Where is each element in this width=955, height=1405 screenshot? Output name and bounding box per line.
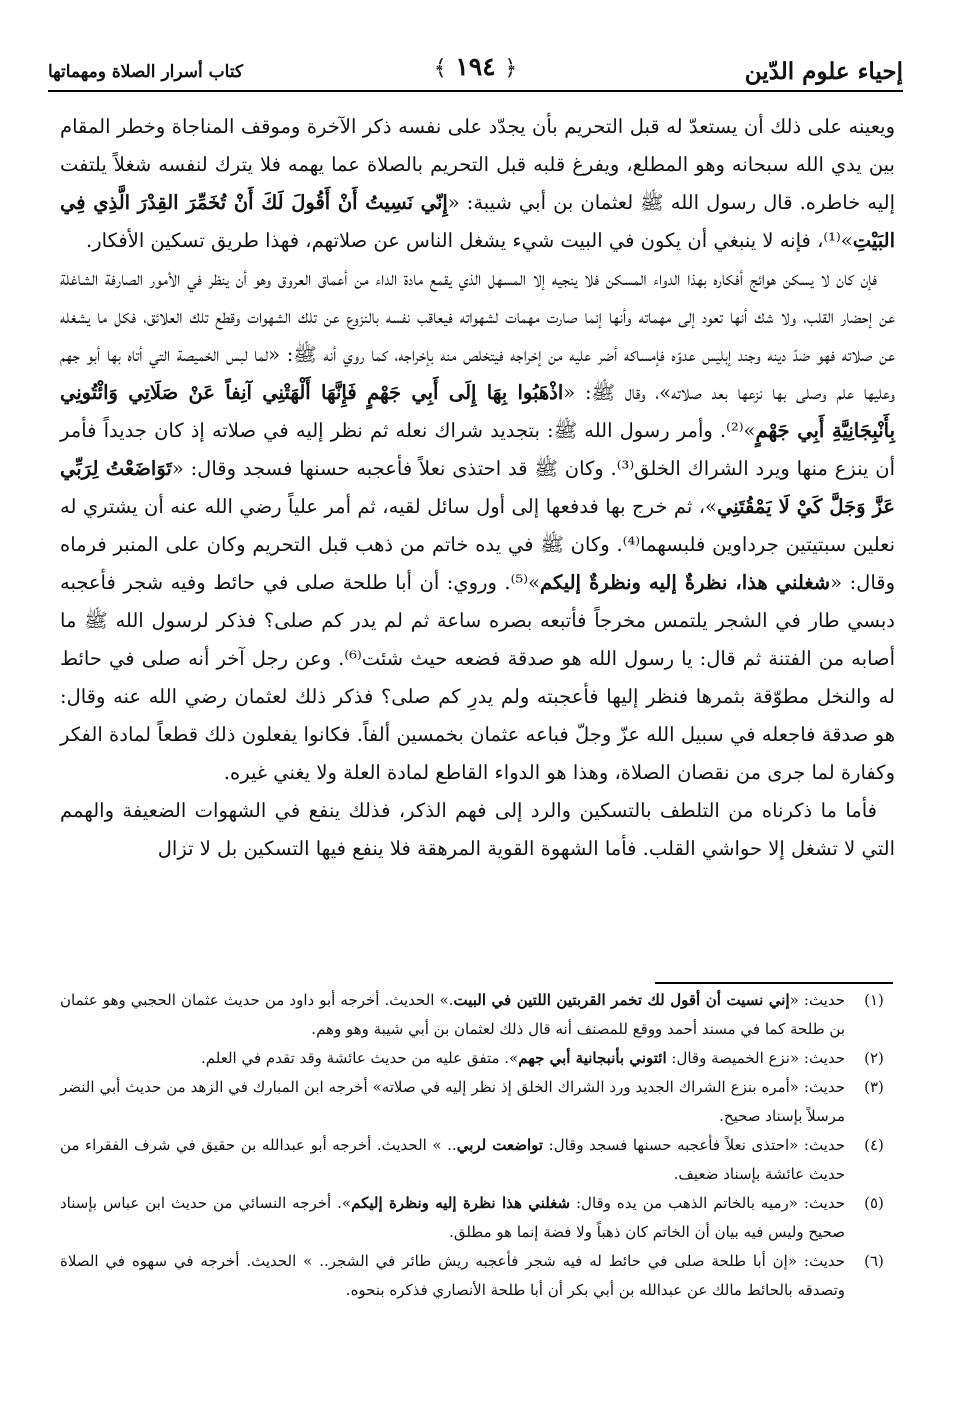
- footnote-text: حديث: «إني نسيت أن أقول لك تخمر القربتين اللتين في البيت.» الحديث. أخرجه أبو داود من حديث عثمان الحجبي وهو عثمان بن طلحة كما في مسند أحمد ووقع للمصنف أنه قال ذلك لعثمان بن أبي شيبة وهو وهم.: [60, 991, 845, 1038]
- text-run: »⁽¹⁾، فإنه لا ينبغي أن يكون في البيت شيء يشغل الناس عن صلاتهم، فهذا طريق تسكين الأفكار.: [86, 229, 853, 252]
- footnote-text: حديث: «نزع الخميصة وقال: ائتوني بأنبجانية أبي جهم». متفق عليه من حديث عائشة وقد تقدم في العلم.: [201, 1049, 845, 1067]
- footnote-number: (٤): [864, 1136, 884, 1154]
- footnote-text: حديث: «رميه بالخاتم الذهب من يده وقال: شغلني هذا نظرة إليه ونظرة إليكم». أخرجه النسائي من حديث ابن عباس بإسناد صحيح وليس فيه بيان أن الخاتم كان ذهباً ولا فضة إنما هو مطلق.: [60, 1194, 845, 1241]
- footnote-text: حديث: «إن أبا طلحة صلى في حائط له فيه شجر فأعجبه ريش طائر في الشجر.. » الحديث. أخرجه في سهوه في الصلاة وتصدقه بالحائط مالك عن عبدالله بن أبي بكر أن أبا طلحة الأنصاري فذكره بنحوه.: [60, 1252, 845, 1299]
- footnote: [60, 1131, 903, 1189]
- footnote-number: (٦): [864, 1252, 884, 1270]
- footnote-number: (٣): [864, 1078, 884, 1096]
- footnote-number: (٥): [864, 1194, 884, 1212]
- paragraph-3: فأما ما ذكرناه من التلطف بالتسكين والرد إلى فهم الذكر، فذلك ينفع في الشهوات الضعيفة والهمم التي لا تشغل إلا حواشي القلب. فأما الشهوة القوية المرهقة فلا ينفع فيها التسكين بل لا تزال: [60, 799, 895, 860]
- page-header: [48, 50, 903, 92]
- text-run: »⁽⁵⁾. وروي: أن أبا طلحة صلى في حائط وفيه شجر فأعجبه دبسي طار في الشجر يلتمس مخرجاً فأتبعه بصره ساعة ثم لم يدر كم صلى؟ فذكر لرسول الله ﷺ ما أصابه من الفتنة ثم قال: يا رسول الله هو صدقة فضعه حيث شئت⁽⁶⁾. وعن رجل آخر أنه صلى في حائط له والنخل مطوّقة بثمرها فنظر إليها فأعجبته ولم يدرِ كم صلى؟ فذكر ذلك لعثمان رضي الله عنه وقال: هو صدقة فاجعله في سبيل الله عزّ وجلّ فباعه عثمان بخمسين ألفاً. فكانوا يفعلون ذلك قطعاً لمادة الفكر وكفارة لما جرى من نقصان الصلاة، وهذا هو الدواء القاطع لمادة العلة ولا يغني غيره.: [60, 571, 895, 784]
- paragraph-2: [60, 260, 895, 792]
- page-number: ١٩٤: [455, 52, 496, 81]
- footnote-number: (١): [864, 991, 884, 1009]
- hadith-quote: تَوَاضَعْتُ لِرَبِّي عَزَّ وَجَلَّ كَيْ لَا يَمْقُتَنِي: [60, 457, 895, 518]
- footnote: [60, 1073, 903, 1131]
- footnote-separator: [655, 982, 893, 984]
- hadith-quote: شغلني هذا، نظرةٌ إليه ونظرةٌ إليكم: [539, 571, 831, 594]
- ornament-right: ﴿: [504, 56, 518, 81]
- hadith-quote: إِنّي نَسِيتُ أَنْ أَقُولَ لَكَ أَنْ تُخَمِّرَ القِدْرَ الَّذِي فِي البَيْتِ: [60, 191, 895, 252]
- header-rule: [48, 90, 903, 92]
- text-run: »، ثم خرج بها فدفعها إلى أول سائل لقيه، ثم أمر علياً رضي الله عنه أن يشتري له نعلين سبتيتين جرداوين فلبسهما⁽⁴⁾. وكان ﷺ في يده خاتم من ذهب قبل التحريم وكان على المنبر فرماه وقال: «: [60, 495, 895, 594]
- paragraph-1: [60, 108, 895, 260]
- text-run: »⁽²⁾. وأمر رسول الله ﷺ: بتجديد شراك نعله ثم نظر إليه في صلاته إذ كان جديداً فأمر أن ينزع منها ويرد الشراك الخلق⁽³⁾. وكان ﷺ قد احتذى نعلاً فأعجبه حسنها فسجد وقال: «: [60, 419, 895, 480]
- book-title: إحياء علوم الدّين: [744, 58, 903, 85]
- text-run: ويعينه على ذلك أن يستعدّ له قبل التحريم بأن يجدّد على نفسه ذكر الآخرة وموقف المناجاة وخطر المقام بين يدي الله سبحانه وهو المطلع، ويفرغ قلبه قبل التحريم بالصلاة عما يهمه فلا يترك لنفسه شغلاً يلتفت إليه خاطره. قال رسول الله ﷺ لعثمان بن أبي شيبة: «: [60, 115, 896, 214]
- footnote-text: حديث: «احتذى نعلاً فأعجبه حسنها فسجد وقال: تواضعت لربي.. » الحديث. أخرجه أبو عبدالله بن حقيق في شرف الفقراء من حديث عائشة بإسناد ضعيف.: [60, 1136, 845, 1183]
- hadith-quote: اذْهَبُوا بِهَا إِلَى أَبِي جَهْمٍ فَإِنَّهَا أَلْهَتْنِي آنِفاً عَنْ صَلَاتِي وَائْتُونِي بِأَنْبِجَانِيَّةِ أَبِي جَهْمٍ: [60, 381, 896, 442]
- footnote: [60, 986, 903, 1044]
- footnote-number: (٢): [864, 1049, 884, 1067]
- footnotes: [60, 986, 903, 1305]
- footnote-text: حديث: «أمره بنزع الشراك الجديد ورد الشراك الخلق إذ نظر إليه في صلاته» أخرجه ابن المبارك في الزهد من حديث أبي النضر مرسلاً بإسناد صحيح.: [60, 1078, 845, 1125]
- footnote: [60, 1247, 903, 1305]
- text-run: فإن كان لا يسكن هوائج أفكاره بهذا الدواء المسكن فلا ينجيه إلا المسهل الذي يقمع مادة الداء من أعماق العروق وهو أن ينظر في الأمور الصارفة الشاغلة عن إحضار القلب، ولا شك أنها تعود إلى مهماته وأنها إنما صارت مهمات لشهواته فيعاقب نفسه بالنزوع عن تلك الشهوات وقطع تلك العلائق، فكل ما يشغله عن صلاته فهو ضدّ دينه وجند إبليس عدوّه فإمساكه أضر عليه من إخراجه فيتخلص منه بإخراجه، كما روي أنه ﷺ: «لما لبس الخميصة التي أتاه بها أبو جهم وعليها علم وصلى بها نزعها بعد صلاته»، وقال ﷺ: «: [60, 267, 895, 404]
- footnote: [60, 1189, 903, 1247]
- main-text: [60, 108, 895, 868]
- chapter-title: كتاب أسرار الصلاة ومهماتها: [48, 62, 244, 82]
- footnote: [60, 1044, 903, 1073]
- ornament-left: ﴾: [433, 56, 447, 81]
